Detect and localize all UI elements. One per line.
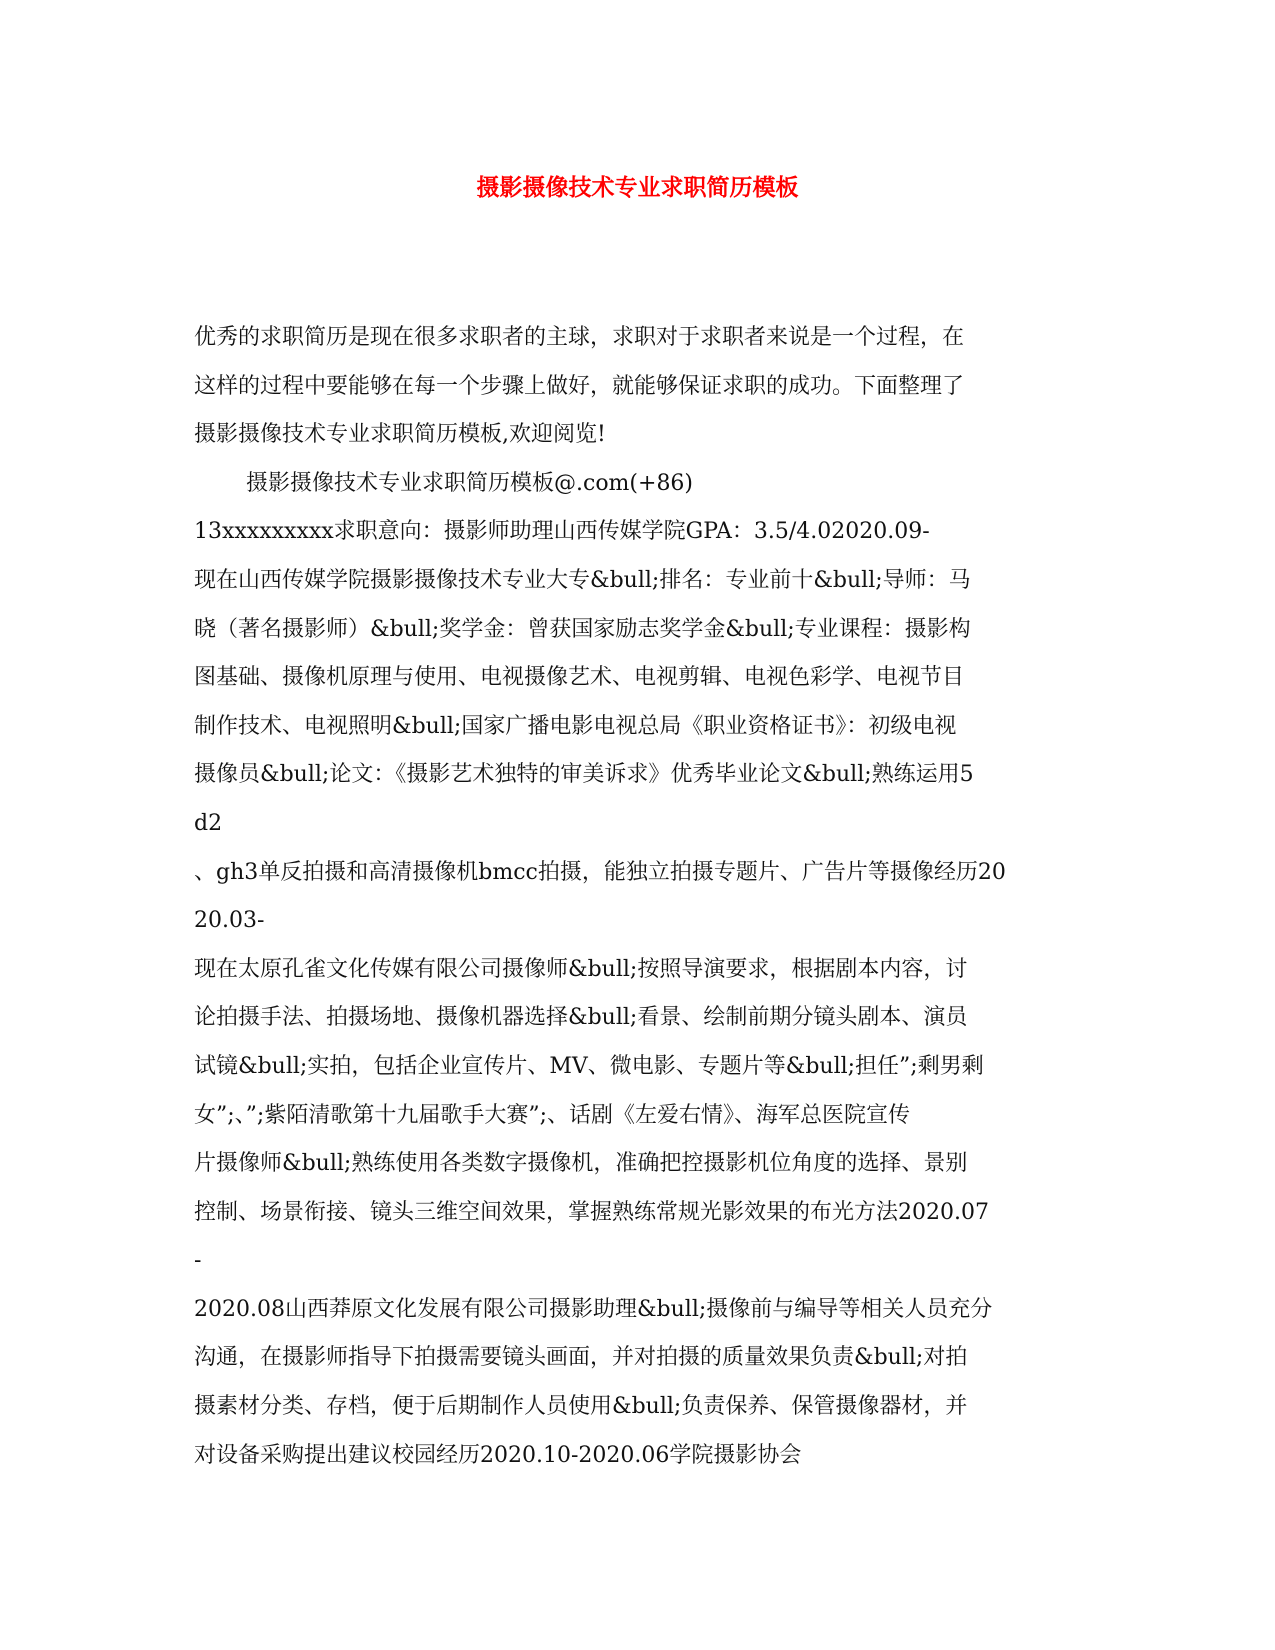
body-line: 试镜&bull;实拍，包括企业宣传片、MV、微电影、专题片等&bull;担任”;剩男剩 — [194, 1053, 984, 1079]
body-line: 优秀的求职简历是现在很多求职者的主球，求职对于求职者来说是一个过程，在 — [194, 325, 965, 350]
body-line: 对设备采购提出建议校园经历2020.10-2020.06学院摄影协会 — [194, 1442, 802, 1468]
body-line: 这样的过程中要能够在每一个步骤上做好，就能够保证求职的成功。下面整理了 — [194, 373, 965, 399]
body-line: 摄影摄像技术专业求职简历模板@.com(+86) — [246, 470, 694, 496]
document-body — [194, 314, 1080, 1480]
body-line: 2020.08山西莽原文化发展有限公司摄影助理&bull;摄像前与编导等相关人员充分 — [194, 1296, 993, 1322]
body-line: 论拍摄手法、拍摄场地、摄像机器选择&bull;看景、绘制前期分镜头剧本、演员 — [194, 1005, 968, 1031]
body-line: 摄影摄像技术专业求职简历模板,欢迎阅览! — [194, 422, 606, 448]
body-line: 制作技术、电视照明&bull;国家广播电影电视总局《职业资格证书》：初级电视 — [194, 713, 957, 739]
body-line: 现在山西传媒学院摄影摄像技术专业大专&bull;排名：专业前十&bull;导师：马 — [194, 567, 971, 593]
body-line: 图基础、摄像机原理与使用、电视摄像艺术、电视剪辑、电视色彩学、电视节目 — [194, 665, 965, 691]
body-line: 晓（著名摄影师）&bull;奖学金：曾获国家励志奖学金&bull;专业课程：摄影构 — [194, 616, 971, 642]
body-line: 摄像员&bull;论文：《摄影艺术独特的审美诉求》优秀毕业论文&bull;熟练运用5 — [194, 762, 974, 788]
body-line: - — [194, 1248, 202, 1274]
body-line: 20.03- — [194, 908, 265, 934]
body-line: 13xxxxxxxxx求职意向：摄影师助理山西传媒学院GPA：3.5/4.02020.09- — [194, 519, 930, 545]
body-line: 现在太原孔雀文化传媒有限公司摄像师&bull;按照导演要求，根据剧本内容，讨 — [194, 956, 968, 982]
body-line: 摄素材分类、存档，便于后期制作人员使用&bull;负责保养、保管摄像器材，并 — [194, 1394, 968, 1420]
body-line: 控制、场景衔接、镜头三维空间效果，掌握熟练常规光影效果的布光方法2020.07 — [194, 1199, 989, 1225]
body-line: 沟通，在摄影师指导下拍摄需要镜头画面，并对拍摄的质量效果负责&bull;对拍 — [194, 1345, 968, 1371]
body-line: 女”;、”;紫陌清歌第十九届歌手大赛”;、话剧《左爱右情》、海军总医院宣传 — [194, 1102, 910, 1128]
body-line: 、gh3单反拍摄和高清摄像机bmcc拍摄，能独立拍摄专题片、广告片等摄像经历20 — [194, 859, 1006, 885]
body-line: d2 — [194, 810, 223, 836]
document-title: 摄影摄像技术专业求职简历模板 — [476, 174, 799, 201]
body-line: 片摄像师&bull;熟练使用各类数字摄像机，准确把控摄影机位角度的选择、景别 — [194, 1151, 968, 1177]
